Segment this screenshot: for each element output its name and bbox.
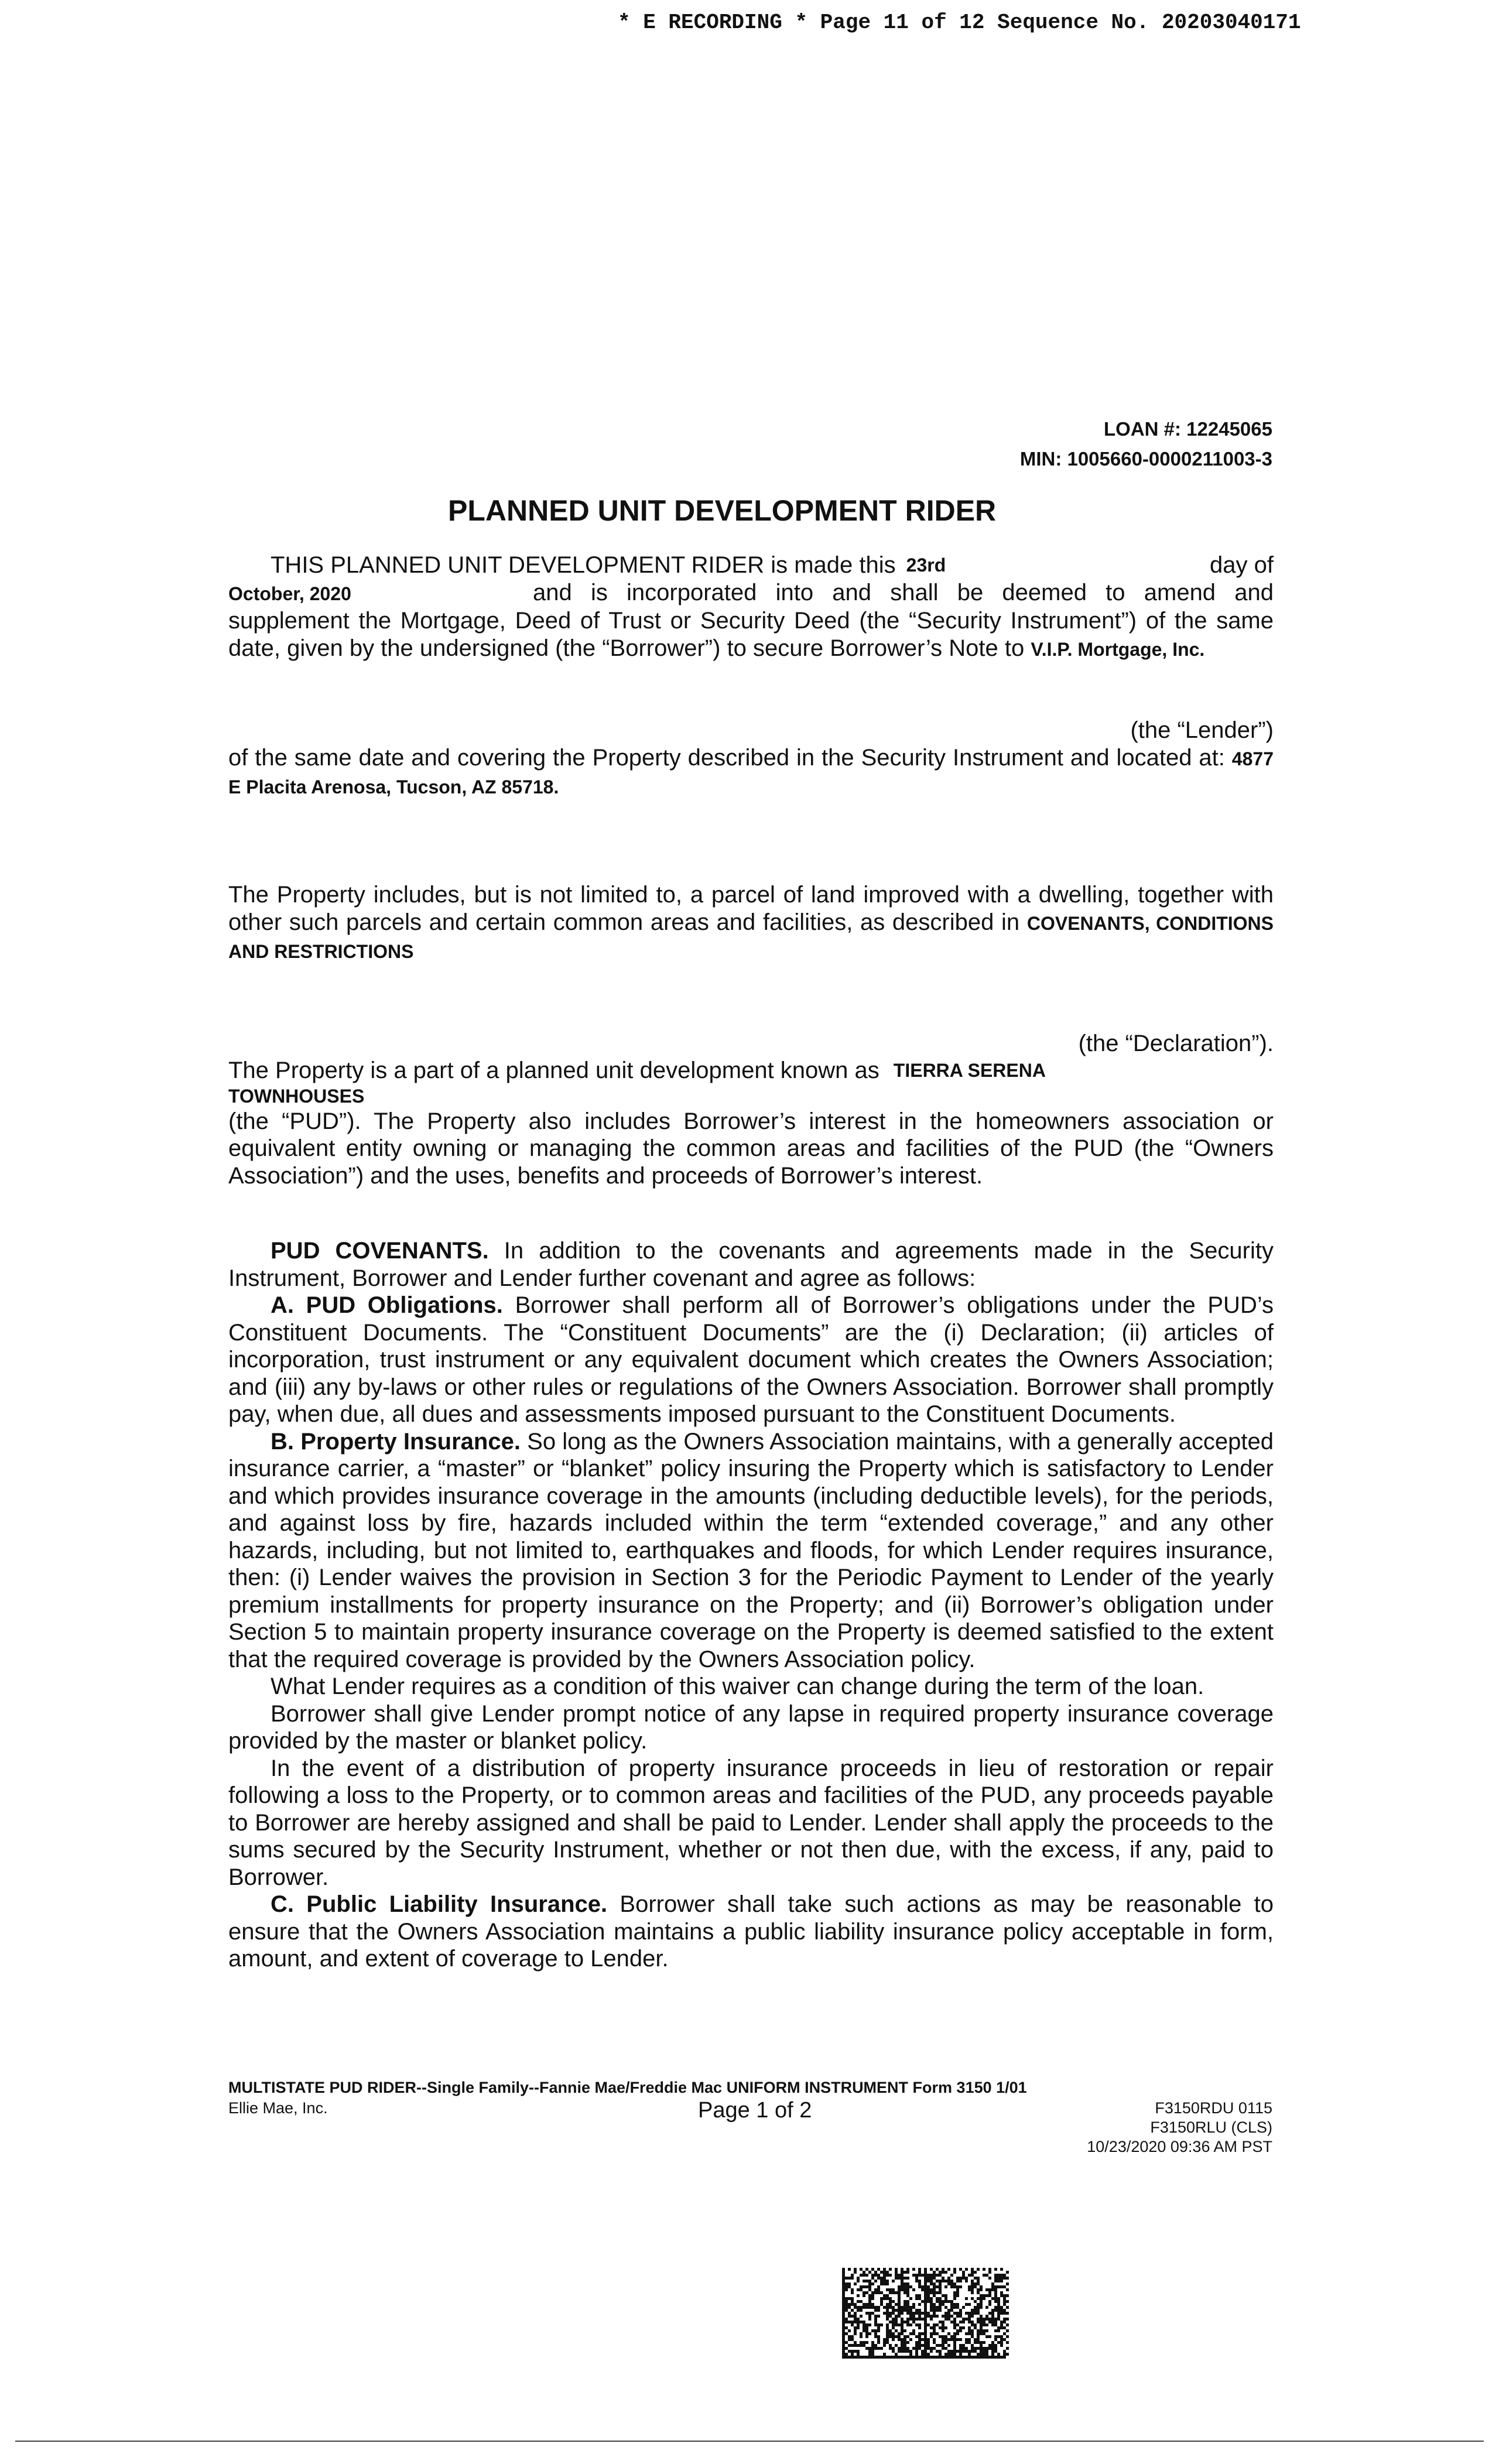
- covenants-section: [228, 1237, 1274, 1973]
- company-name: Ellie Mae, Inc.: [228, 2099, 328, 2117]
- section-c-heading: C. Public Liability Insurance.: [271, 1891, 608, 1917]
- rider-day: 23rd: [906, 555, 946, 576]
- section-b-proceeds-text: In the event of a distribution of property insurance proceeds in lieu of restoration or repair following a loss to the Property, or to common areas and facilities of the PUD, any proceeds payable to Borrower are hereby assigned and shall be paid to Lender. Lender shall apply the proceeds to the sums secured by the Security Instrument, whether or not then due, with the excess, if any, paid to Borrower.: [228, 1755, 1274, 1890]
- intro-paragraph: [228, 552, 1274, 801]
- lender-name: V.I.P. Mortgage, Inc.: [1031, 638, 1205, 660]
- section-a-heading: A. PUD Obligations.: [271, 1292, 503, 1318]
- loan-number: LOAN #: 12245065: [1104, 418, 1272, 440]
- section-b-text: So long as the Owners Association maintains, with a generally accepted insurance carrier, a “master” or “blanket” policy insuring the Property which is satisfactory to Lender and which provides insurance coverage in the amounts (including deductible levels), for the periods, and against loss by fire, hazards included within the term “extended coverage,” and any other hazards, including, but not limited to, earthquakes and floods, for which Lender requires insurance, then: (i) Lender waives the provision in Section 3 for the Periodic Payment to Lender of the yearly premium installments for property insurance on the Property; and (ii) Borrower’s obligation under Section 5 to maintain property insurance coverage on the Property is deemed satisfied to the extent that the required coverage is provided by the Owners Association policy.: [228, 1428, 1274, 1672]
- section-b-waiver-text: What Lender requires as a condition of this waiver can change during the term of the loan.: [271, 1674, 1204, 1699]
- section-a-text: Borrower shall perform all of Borrower’s obligations under the PUD’s Constituent Documents. The “Constituent Documents” are the (i) Declaration; (ii) articles of incorporation, trust instrument or any equivalent document which creates the Owners Association; and (iii) any by-laws or other rules or regulations of the Owners Association. Borrower shall promptly pay, when due, all dues and assessments imposed pursuant to the Constituent Documents.: [228, 1292, 1274, 1427]
- declaration-name: COVENANTS, CONDITIONS AND RESTRICTIONS: [228, 912, 1274, 962]
- page-number: Page 1 of 2: [698, 2098, 812, 2123]
- declaration-label: (the “Declaration”).: [1078, 1030, 1274, 1056]
- pud-covenants-intro: In addition to the covenants and agreements made in the Security Instrument, Borrower and Lender further covenant and agree as follows:: [228, 1238, 1274, 1291]
- intro-body-text: and is incorporated into and shall be deemed to amend and supplement the Mortgage, Deed of Trust or Security Deed (the “Security Instrument”) of the same date, given by the undersigned (the “Borrower”) to secure Borrower’s Note to: [228, 579, 1274, 661]
- form-code-1: F3150RDU 0115: [1155, 2099, 1272, 2117]
- document-title: PLANNED UNIT DEVELOPMENT RIDER: [448, 494, 997, 527]
- form-identifier: MULTISTATE PUD RIDER--Single Family--Fannie Mae/Freddie Mac UNIFORM INSTRUMENT Form 3150 1/01: [228, 2079, 1027, 2096]
- property-description-text: The Property includes, but is not limited to, a parcel of land improved with a dwelling, together with other such parcels and certain common areas and facilities, as described in: [228, 882, 1274, 935]
- property-address: 4877 E Placita Arenosa, Tucson, AZ 85718.: [228, 748, 1274, 798]
- pud-interest-text: (the “PUD”). The Property also includes Borrower’s interest in the homeowners association or equivalent entity owning or managing the common areas and facilities of the PUD (the “Owners Association”) and the uses, benefits and proceeds of Borrower’s interest.: [228, 1108, 1274, 1189]
- form-code-2: F3150RLU (CLS): [1150, 2119, 1272, 2136]
- rider-month-year: October, 2020: [228, 583, 351, 604]
- barcode-image: [842, 2268, 1009, 2359]
- pud-name-line1: TIERRA SERENA: [893, 1060, 1046, 1081]
- pud-covenants-heading: PUD COVENANTS.: [271, 1238, 489, 1264]
- pud-known-as-text: The Property is a part of a planned unit development known as: [228, 1058, 879, 1083]
- section-b-heading: B. Property Insurance.: [271, 1428, 521, 1455]
- page-bottom-rule: [15, 2441, 1484, 2442]
- intro-day-of-text: day of: [1210, 552, 1274, 578]
- lender-label: (the “Lender”): [1130, 717, 1274, 743]
- print-timestamp: 10/23/2020 09:36 AM PST: [1087, 2138, 1272, 2155]
- recording-header: * E RECORDING * Page 11 of 12 Sequence No. 20203040171: [618, 11, 1301, 35]
- property-location-text: of the same date and covering the Property described in the Security Instrument and located at:: [228, 744, 1225, 771]
- property-paragraph: [228, 881, 1274, 1189]
- min-number: MIN: 1005660-0000211003-3: [1019, 448, 1272, 470]
- intro-lead-text: THIS PLANNED UNIT DEVELOPMENT RIDER is made this: [271, 552, 896, 578]
- pud-name-line2: TOWNHOUSES: [228, 1085, 365, 1107]
- section-b-notice-text: Borrower shall give Lender prompt notice of any lapse in required property insurance coverage provided by the master or blanket policy.: [228, 1700, 1274, 1754]
- section-c-text: Borrower shall take such actions as may be reasonable to ensure that the Owners Association maintains a public liability insurance policy acceptable in form, amount, and extent of coverage to Lender.: [228, 1891, 1274, 1972]
